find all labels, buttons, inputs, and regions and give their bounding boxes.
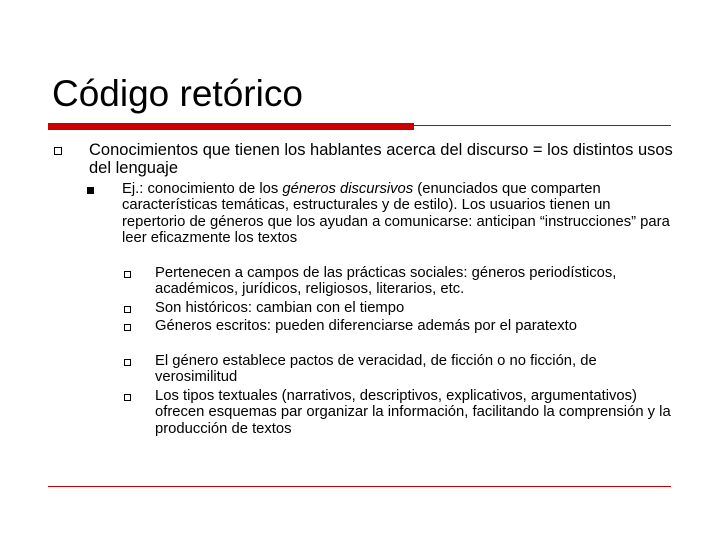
- subitem-hollow-square-icon: [124, 394, 131, 401]
- subitem-text: El género establece pactos de veracidad, de ficción o no ficción, de verosimilitud: [155, 353, 597, 386]
- subitem-hollow-square-icon: [124, 359, 131, 366]
- subitem-hollow-square-icon: [124, 271, 131, 278]
- subitem-hollow-square-icon: [124, 306, 131, 313]
- subitem-hollow-square-icon: [124, 324, 131, 331]
- bullet-level2-suffix: (enunciados que comparten características temáticas, estructurales y de estilo). Los usuarios tienen un repertorio de géneros que los ayudan a comunicarse: anticipan “instrucciones” para leer eficazmente los textos: [122, 181, 670, 247]
- subitem-text: Géneros escritos: pueden diferenciarse además por el paratexto: [155, 318, 577, 334]
- subitem-text: Pertenecen a campos de las prácticas sociales: géneros periodísticos, académicos, jurídicos, religiosos, literarios, etc.: [155, 265, 617, 298]
- slide-title: Código retórico: [52, 73, 303, 114]
- bullet-filled-square-icon: [87, 187, 94, 194]
- subitem-text: Son históricos: cambian con el tiempo: [155, 300, 405, 316]
- bullet-level2-prefix: Ej.: conocimiento de los: [122, 181, 283, 197]
- subitem-text: Los tipos textuales (narrativos, descriptivos, explicativos, argumentativos) ofrecen esquemas par organizar la información, facilitando la comprensión y la producción de textos: [155, 388, 671, 437]
- bullet-hollow-square-icon: [54, 147, 62, 155]
- bullet-level1-text: Conocimientos que tienen los hablantes acerca del discurso = los distintos usos del lenguaje: [89, 141, 673, 177]
- title-accent-bar: [48, 123, 414, 130]
- bottom-rule: [48, 486, 671, 487]
- bullet-level2-text: [122, 181, 670, 247]
- bullet-level2-emphasis: géneros discursivos: [282, 181, 414, 197]
